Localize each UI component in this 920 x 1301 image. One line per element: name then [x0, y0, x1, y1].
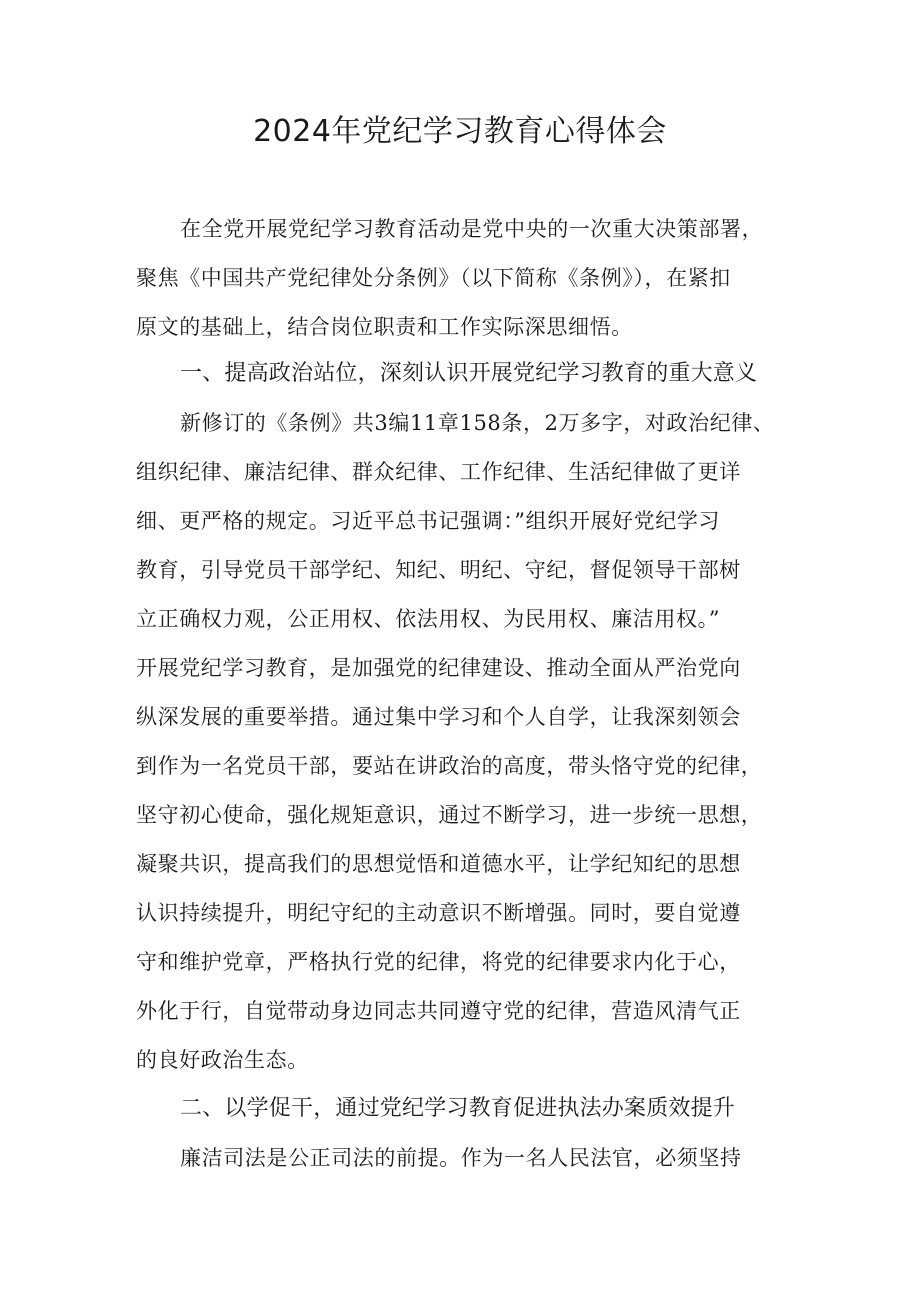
body-line: 到作为一名党员干部，要站在讲政治的高度，带头恪守党的纪律， [136, 754, 763, 778]
body-line: 的良好政治生态。 [136, 1048, 309, 1072]
body-line: 细、更严格的规定。习近平总书记强调：”组织开展好党纪学习 [136, 509, 721, 533]
body-line: 守和维护党章，严格执行党的纪律，将党的纪律要求内化于心， [136, 950, 741, 974]
body-line: 立正确权力观，公正用权、依法用权、为民用权、廉洁用权。” [136, 607, 721, 631]
intro-line: 聚焦《中国共产党纪律处分条例》（以下简称《条例》），在紧扣 [136, 266, 731, 290]
document-title: 2024年党纪学习教育心得体会 [253, 114, 667, 149]
section-heading-1: 一、提高政治站位，深刻认识开展党纪学习教育的重大意义 [180, 361, 758, 386]
body-line: 组织纪律、廉洁纪律、群众纪律、工作纪律、生活纪律做了更详 [136, 460, 741, 484]
body-line: 廉洁司法是公正司法的前提。作为一名人民法官，必须坚持 [180, 1146, 742, 1170]
intro-line: 在全党开展党纪学习教育活动是党中央的一次重大决策部署， [180, 217, 764, 241]
body-line: 开展党纪学习教育，是加强党的纪律建设、推动全面从严治党向 [136, 656, 741, 680]
body-line: 纵深发展的重要举措。通过集中学习和个人自学，让我深刻领会 [136, 705, 741, 729]
body-line: 新修订的《条例》共3编11章158条，2万多字，对政治纪律、 [180, 411, 775, 435]
body-line: 坚守初心使命，强化规矩意识，通过不断学习，进一步统一思想， [136, 803, 763, 827]
body-line: 外化于行，自觉带动身边同志共同遵守党的纪律，营造风清气正 [136, 999, 741, 1023]
body-line: 教育，引导党员干部学纪、知纪、明纪、守纪，督促领导干部树 [136, 558, 741, 582]
body-line: 认识持续提升，明纪守纪的主动意识不断增强。同时，要自觉遵 [136, 901, 741, 925]
section-heading-2: 二、以学促干，通过党纪学习教育促进执法办案质效提升 [180, 1096, 736, 1121]
intro-line: 原文的基础上，结合岗位职责和工作实际深思细悟。 [136, 315, 633, 339]
body-line: 凝聚共识，提高我们的思想觉悟和道德水平，让学纪知纪的思想 [136, 852, 741, 876]
